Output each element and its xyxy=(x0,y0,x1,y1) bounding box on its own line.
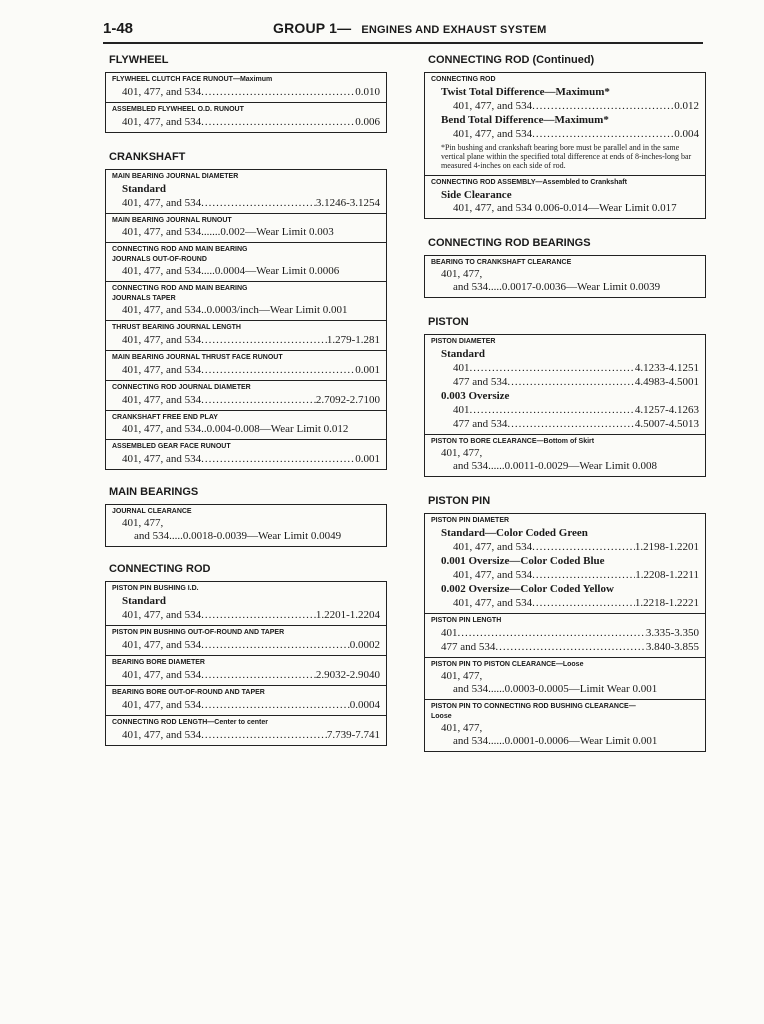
section-title-connecting-rod-bearings: CONNECTING ROD BEARINGS xyxy=(428,237,591,249)
spec-item: PISTON PIN LENGTH 401 ..... 3.335-3.350 477 and 534 ..... 3.840-3.855 xyxy=(425,614,705,658)
spec-item: JOURNAL CLEARANCE 401, 477, and 534.....0.0018-0.0039—Wear Limit 0.0049 xyxy=(112,508,342,542)
spec-box-crankshaft xyxy=(105,169,387,470)
spec-item: PISTON PIN BUSHING I.D. Standard 401, 477, and 534 ..... 1.2201-1.2204 xyxy=(106,582,386,626)
page-number: 1-48 xyxy=(103,20,134,37)
spec-item: THRUST BEARING JOURNAL LENGTH 401, 477, and 534 ..... 1.279-1.281 xyxy=(106,321,386,351)
spec-item: PISTON PIN BUSHING OUT-OF-ROUND AND TAPER 401, 477, and 534 ..... 0.0002 xyxy=(106,626,386,656)
spec-item: CONNECTING ROD AND MAIN BEARING JOURNALS TAPER 401, 477, and 534..0.0003/inch—Wear Limit 0.001 xyxy=(106,282,386,321)
spec-item: MAIN BEARING JOURNAL RUNOUT 401, 477, and 534.......0.002—Wear Limit 0.003 xyxy=(106,214,386,243)
spec-item: BEARING TO CRANKSHAFT CLEARANCE 401, 477, and 534.....0.0017-0.0036—Wear Limit 0.0039 xyxy=(431,259,661,293)
spec-box-piston-pin xyxy=(424,513,706,752)
spec-item: PISTON PIN TO CONNECTING ROD BUSHING CLEARANCE— Loose 401, 477, and 534......0.0001-0.0006—Wear Limit 0.001 xyxy=(431,703,658,747)
page-header xyxy=(103,18,703,44)
spec-item: ASSEMBLED GEAR FACE RUNOUT 401, 477, and 534 ..... 0.001 xyxy=(106,440,386,469)
section-title-connecting-rod-continued: CONNECTING ROD (Continued) xyxy=(428,54,595,66)
spec-item: CRANKSHAFT FREE END PLAY 401, 477, and 534..0.004-0.008—Wear Limit 0.012 xyxy=(106,411,386,440)
spec-box-main-bearings xyxy=(105,504,387,547)
spec-item: PISTON PIN DIAMETER Standard—Color Coded Green 401, 477, and 534 ..... 1.2198-1.2201 0.001 Oversize—Color Coded Blue 401, 477, and 534 ..... 1.2208-1.2211 0.002 Oversize—Color Coded Yellow 401, 477, and 534 ..... 1.2218-1.2221 xyxy=(425,514,705,614)
spec-item: ASSEMBLED FLYWHEEL O.D. RUNOUT 401, 477, and 534 ..... 0.006 xyxy=(106,103,386,132)
spec-box-flywheel xyxy=(105,72,387,133)
spec-box-piston xyxy=(424,334,706,477)
left-column xyxy=(105,54,387,758)
spec-item: FLYWHEEL CLUTCH FACE RUNOUT—Maximum 401, 477, and 534 ..... 0.010 xyxy=(106,73,386,103)
spec-item: MAIN BEARING JOURNAL THRUST FACE RUNOUT 401, 477, and 534 ..... 0.001 xyxy=(106,351,386,381)
spec-item: BEARING BORE OUT-OF-ROUND AND TAPER 401, 477, and 534 ..... 0.0004 xyxy=(106,686,386,716)
running-head: GROUP 1— ENGINES AND EXHAUST SYSTEM xyxy=(273,20,547,36)
right-column xyxy=(424,54,706,764)
section-title-main-bearings: MAIN BEARINGS xyxy=(109,486,199,498)
spec-item: BEARING BORE DIAMETER 401, 477, and 534 ..... 2.9032-2.9040 xyxy=(106,656,386,686)
footnote: *Pin bushing and crankshaft bearing bore must be parallel and in the same vertical plane within the specified total difference at ends of 8-inches-long bar measured 4-inches on each side of rod. xyxy=(441,143,692,170)
spec-item: CONNECTING ROD LENGTH—Center to center 401, 477, and 534 ..... 7.739-7.741 xyxy=(106,716,386,745)
spec-item: CONNECTING ROD AND MAIN BEARING JOURNALS OUT-OF-ROUND 401, 477, and 534.....0.0004—Wear Limit 0.0006 xyxy=(106,243,386,282)
spec-item: CONNECTING ROD JOURNAL DIAMETER 401, 477, and 534 ..... 2.7092-2.7100 xyxy=(106,381,386,411)
spec-item: PISTON PIN TO PISTON CLEARANCE—Loose 401, 477, and 534......0.0003-0.0005—Limit Wear 0.001 xyxy=(425,658,705,700)
spec-box-connecting-rod-bearings xyxy=(424,255,706,298)
spec-item: CONNECTING ROD Twist Total Difference—Maximum* 401, 477, and 534 ..... 0.012 Bend Total Difference—Maximum* 401, 477, and 534 ..... 0.004 *Pin bushing and crankshaft bearing bore must be parallel and in the same vertical plane within the specified total difference at ends of 8-inches-long bar measured 4-inches on each side of rod. xyxy=(425,73,705,176)
spec-item: CONNECTING ROD ASSEMBLY—Assembled to Crankshaft Side Clearance 401, 477, and 534 0.006-0.014—Wear Limit 0.017 xyxy=(431,179,677,214)
section-title-connecting-rod: CONNECTING ROD xyxy=(109,563,211,575)
spec-box-connecting-rod-continued xyxy=(424,72,706,219)
section-title-crankshaft: CRANKSHAFT xyxy=(109,151,186,163)
spec-box-connecting-rod xyxy=(105,581,387,746)
spec-item: PISTON DIAMETER Standard 401 ..... 4.1233-4.1251 477 and 534 ..... 4.4983-4.5001 0.003 Oversize 401 ..... 4.1257-4.1263 477 and 534 ..... 4.5007-4.5013 xyxy=(425,335,705,435)
section-title-piston-pin: PISTON PIN xyxy=(428,495,491,507)
section-title-piston: PISTON xyxy=(428,316,469,328)
spec-item: PISTON TO BORE CLEARANCE—Bottom of Skirt 401, 477, and 534......0.0011-0.0029—Wear Limit 0.008 xyxy=(431,438,658,472)
spec-item: MAIN BEARING JOURNAL DIAMETER Standard 401, 477, and 534 ..... 3.1246-3.1254 xyxy=(106,170,386,214)
section-title-flywheel: FLYWHEEL xyxy=(109,54,169,66)
